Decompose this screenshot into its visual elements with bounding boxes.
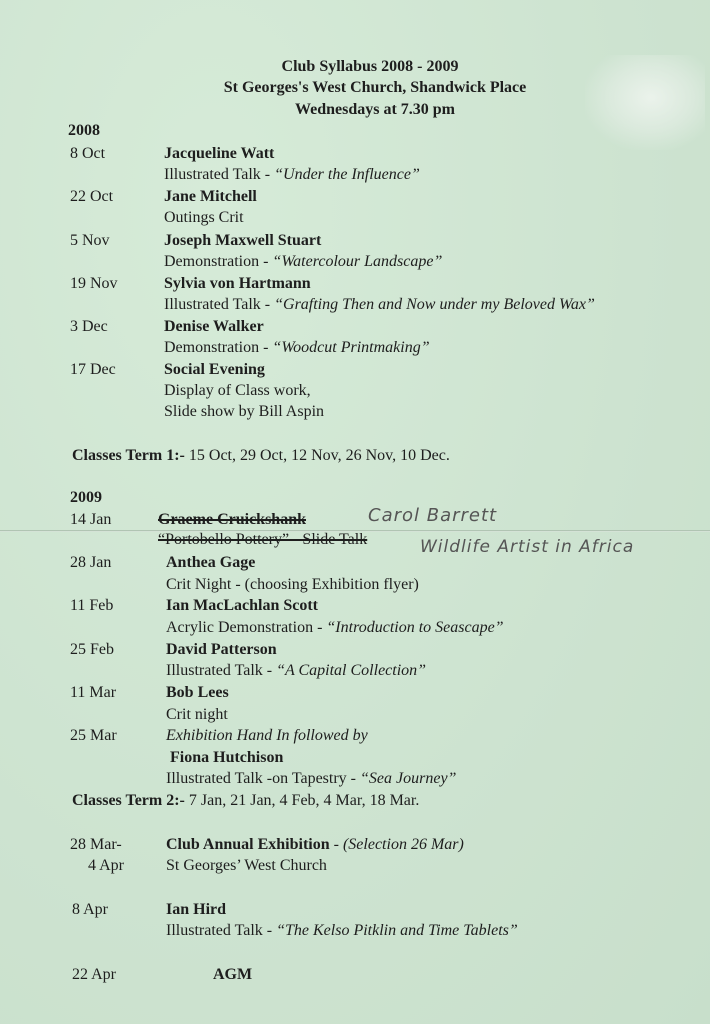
event-date: 22 Oct: [70, 188, 114, 205]
event-note: Exhibition Hand In followed by: [166, 727, 368, 744]
event-date: 28 Jan: [70, 554, 112, 571]
event-title: “Woodcut Printmaking”: [272, 339, 430, 356]
struck-speaker: Graeme Cruickshank: [158, 511, 306, 528]
event-speaker: Jane Mitchell: [164, 188, 257, 205]
event-type: Demonstration -: [164, 253, 273, 270]
event-speaker: Social Evening: [164, 361, 265, 378]
event-description: [166, 922, 518, 940]
meeting-time: Wednesdays at 7.30 pm: [294, 101, 456, 118]
event-description: [164, 253, 442, 271]
classes-dates: 7 Jan, 21 Jan, 4 Feb, 4 Mar, 18 Mar.: [184, 792, 420, 809]
year-2009-heading: 2009: [70, 489, 102, 506]
event-date: 11 Feb: [70, 597, 114, 614]
event-description: Crit Night - (choosing Exhibition flyer): [166, 576, 419, 593]
event-date: 3 Dec: [70, 318, 108, 335]
event-description: Crit night: [166, 706, 228, 723]
exhibition-name: Club Annual Exhibition: [166, 836, 330, 853]
event-description: [166, 619, 504, 637]
event-date: 11 Mar: [70, 684, 117, 701]
event-type: Illustrated Talk -: [164, 296, 275, 313]
event-date: 25 Mar: [70, 727, 117, 744]
venue-line: St Georges's West Church, Shandwick Place: [223, 79, 527, 96]
event-speaker: David Patterson: [166, 641, 277, 658]
exhibition-title-line: Club Annual Exhibition - (Selection 26 Mar): [166, 836, 464, 853]
handwritten-note: Wildlife Artist in Africa: [420, 537, 635, 557]
event-date: 25 Feb: [70, 641, 114, 658]
event-speaker: Denise Walker: [164, 318, 264, 335]
event-description: [166, 662, 426, 680]
event-speaker: Sylvia von Hartmann: [164, 275, 311, 292]
event-date: 22 Apr: [72, 966, 116, 983]
event-date: 8 Apr: [72, 901, 108, 918]
event-title: “A Capital Collection”: [276, 662, 427, 679]
event-speaker: Ian Hird: [166, 901, 227, 918]
classes-label: Classes Term 2:-: [72, 792, 185, 809]
event-speaker: Ian MacLachlan Scott: [166, 597, 318, 614]
event-speaker: Anthea Gage: [166, 554, 256, 571]
event-speaker: Jacqueline Watt: [164, 145, 275, 162]
event-date-end: 4 Apr: [88, 857, 124, 874]
exhibition-selection: (Selection 26 Mar): [342, 836, 464, 853]
event-title: “The Kelso Pitklin and Time Tablets”: [276, 922, 518, 939]
syllabus-title: Club Syllabus 2008 - 2009: [281, 58, 459, 75]
event-speaker: Fiona Hutchison: [170, 749, 284, 766]
event-title: “Grafting Then and Now under my Beloved Wax”: [274, 296, 595, 313]
event-speaker: Bob Lees: [166, 684, 229, 701]
event-type: Illustrated Talk -on Tapestry -: [166, 770, 361, 787]
agm-label: AGM: [213, 966, 253, 983]
event-description: [164, 166, 420, 184]
event-type: Acrylic Demonstration -: [166, 619, 327, 636]
event-description: Outings Crit: [164, 209, 244, 226]
event-title: “Introduction to Seascape”: [326, 619, 504, 636]
classes-label: Classes Term 1:-: [72, 447, 185, 464]
event-date: 17 Dec: [70, 361, 116, 378]
exhibition-venue: St Georges’ West Church: [166, 857, 327, 874]
event-description: [164, 296, 595, 314]
event-date-start: 28 Mar-: [70, 836, 122, 853]
event-description: Display of Class work,: [164, 382, 311, 399]
event-title: “Under the Influence”: [274, 166, 420, 183]
event-description: [164, 339, 430, 357]
event-date: 14 Jan: [70, 511, 112, 528]
classes-dates: 15 Oct, 29 Oct, 12 Nov, 26 Nov, 10 Dec.: [184, 447, 450, 464]
event-type: Demonstration -: [164, 339, 273, 356]
event-type: Illustrated Talk -: [166, 662, 277, 679]
handwritten-speaker: Carol Barrett: [368, 505, 498, 526]
struck-talk: “Portobello Pottery” - Slide Talk: [158, 531, 368, 548]
classes-term-2: [72, 792, 419, 810]
event-extra: Slide show by Bill Aspin: [164, 403, 325, 420]
event-date: 19 Nov: [70, 275, 118, 292]
event-description: [166, 770, 456, 788]
event-speaker: Joseph Maxwell Stuart: [164, 232, 322, 249]
classes-term-1: [72, 447, 450, 465]
year-2008-heading: 2008: [68, 122, 100, 139]
event-type: Illustrated Talk -: [166, 922, 277, 939]
event-title: “Watercolour Landscape”: [272, 253, 443, 270]
event-date: 5 Nov: [70, 232, 110, 249]
event-title: “Sea Journey”: [360, 770, 457, 787]
event-type: Illustrated Talk -: [164, 166, 275, 183]
event-date: 8 Oct: [70, 145, 106, 162]
